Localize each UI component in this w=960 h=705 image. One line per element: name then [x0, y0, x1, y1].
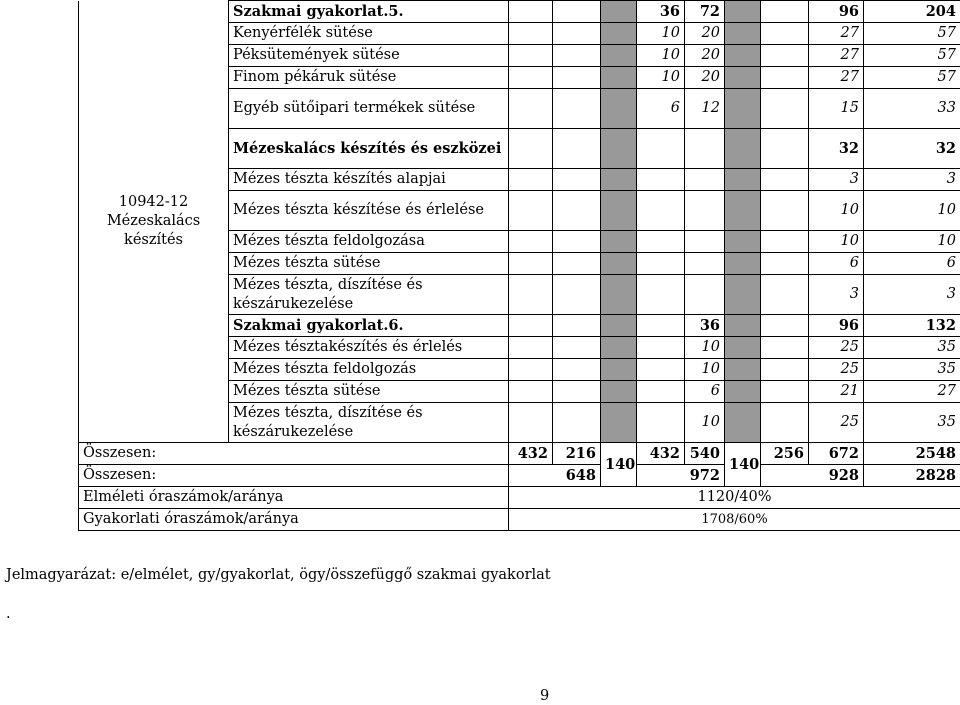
gyakorlati-value: 1708/60%	[509, 509, 960, 531]
ogy-col-2	[725, 359, 761, 381]
sum-total-1: 2548	[864, 443, 960, 465]
gy-col-3: 96	[809, 315, 864, 337]
topic-label: Egyéb sütőipari termékek sütése	[229, 89, 509, 129]
e-col-3	[761, 129, 809, 169]
total-col: 57	[864, 45, 960, 67]
topic-label: Finom pékáruk sütése	[229, 67, 509, 89]
ogy-col-2	[725, 23, 761, 45]
gy-col-2: 10	[685, 337, 725, 359]
total-col: 204	[864, 1, 960, 23]
sum-gy-3: 672	[809, 443, 864, 465]
gy-col-1	[553, 253, 601, 275]
ogy-col-1	[601, 129, 637, 169]
e-col-2: 10	[637, 67, 685, 89]
ogy-col-2	[725, 381, 761, 403]
module-cell	[79, 1, 229, 443]
e-col-2	[637, 129, 685, 169]
ogy-col-2	[725, 275, 761, 315]
e-col-1	[509, 191, 553, 231]
ogy-col-2	[725, 129, 761, 169]
e-col-3	[761, 1, 809, 23]
module-code: 10942-12	[118, 193, 189, 210]
gy-col-2	[685, 169, 725, 191]
e-col-3	[761, 45, 809, 67]
page-number: 9	[540, 688, 550, 704]
gyakorlati-row	[79, 509, 960, 531]
gy-col-1	[553, 275, 601, 315]
e-col-2	[637, 191, 685, 231]
gy-col-2: 6	[685, 381, 725, 403]
gy-col-1	[553, 45, 601, 67]
gy-col-1	[553, 67, 601, 89]
ogy-col-1	[601, 1, 637, 23]
gy-col-3: 27	[809, 45, 864, 67]
trailing-dot: .	[6, 606, 11, 622]
topic-label: Mézes tészta sütése	[229, 253, 509, 275]
e-col-1	[509, 381, 553, 403]
total-col: 27	[864, 381, 960, 403]
sum-year-1: 648	[509, 465, 601, 487]
sum-gy-2: 540	[685, 443, 725, 465]
topic-label: Mézes tészta készítés alapjai	[229, 169, 509, 191]
gy-col-2	[685, 191, 725, 231]
topic-label: Mézes tészta, díszítése és készárukezelése	[229, 403, 509, 443]
topic-label: Szakmai gyakorlat.6.	[229, 315, 509, 337]
e-col-3	[761, 337, 809, 359]
sum-ogy-1: 140	[601, 443, 637, 487]
e-col-1	[509, 45, 553, 67]
ogy-col-2	[725, 253, 761, 275]
gy-col-2: 72	[685, 1, 725, 23]
e-col-1	[509, 315, 553, 337]
e-col-1	[509, 337, 553, 359]
ogy-col-1	[601, 89, 637, 129]
gy-col-1	[553, 381, 601, 403]
ogy-col-1	[601, 275, 637, 315]
ogy-col-2	[725, 191, 761, 231]
gy-col-2	[685, 231, 725, 253]
summary-row-2	[79, 465, 960, 487]
ogy-col-1	[601, 381, 637, 403]
gy-col-3: 21	[809, 381, 864, 403]
e-col-1	[509, 1, 553, 23]
gy-col-2: 20	[685, 45, 725, 67]
gy-col-3: 27	[809, 67, 864, 89]
gy-col-2	[685, 275, 725, 315]
total-col: 35	[864, 403, 960, 443]
elmeleti-row	[79, 487, 960, 509]
gy-col-3: 3	[809, 169, 864, 191]
ogy-col-2	[725, 315, 761, 337]
gy-col-1	[553, 231, 601, 253]
e-col-1	[509, 129, 553, 169]
osszesen-label: Összesen:	[79, 443, 509, 465]
legend-text: Jelmagyarázat: e/elmélet, gy/gyakorlat, ögy/összefüggő szakmai gyakorlat	[6, 567, 551, 583]
e-col-2	[637, 253, 685, 275]
ogy-col-1	[601, 359, 637, 381]
gy-col-2: 20	[685, 23, 725, 45]
module-name: Mézeskalács készítés	[106, 212, 201, 248]
e-col-3	[761, 359, 809, 381]
topic-label: Szakmai gyakorlat.5.	[229, 1, 509, 23]
e-col-1	[509, 67, 553, 89]
curriculum-table	[78, 0, 960, 531]
osszesen-label-2: Összesen:	[79, 465, 509, 487]
gy-col-1	[553, 1, 601, 23]
topic-label: Péksütemények sütése	[229, 45, 509, 67]
gy-col-1	[553, 315, 601, 337]
gy-col-2	[685, 129, 725, 169]
gy-col-1	[553, 89, 601, 129]
e-col-2	[637, 169, 685, 191]
topic-label: Mézeskalács készítés és eszközei	[229, 129, 509, 169]
e-col-1	[509, 275, 553, 315]
sum-gy-1: 216	[553, 443, 601, 465]
e-col-1	[509, 231, 553, 253]
gy-col-1	[553, 337, 601, 359]
ogy-col-1	[601, 67, 637, 89]
ogy-col-2	[725, 169, 761, 191]
gy-col-3: 10	[809, 191, 864, 231]
topic-label: Mézes tészta feldolgozás	[229, 359, 509, 381]
topic-label: Mézes tészta, díszítése és készárukezelése	[229, 275, 509, 315]
e-col-3	[761, 381, 809, 403]
total-col: 10	[864, 191, 960, 231]
summary-row-1	[79, 443, 960, 465]
total-col: 33	[864, 89, 960, 129]
topic-label: Mézes tésztakészítés és érlelés	[229, 337, 509, 359]
gy-col-1	[553, 403, 601, 443]
sum-total-2: 2828	[864, 465, 960, 487]
gy-col-2: 20	[685, 67, 725, 89]
gy-col-3: 96	[809, 1, 864, 23]
e-col-3	[761, 89, 809, 129]
gy-col-3: 32	[809, 129, 864, 169]
sum-year-2: 972	[637, 465, 725, 487]
elmeleti-value: 1120/40%	[509, 487, 960, 509]
total-col: 132	[864, 315, 960, 337]
e-col-1	[509, 23, 553, 45]
topic-label: Mézes tészta sütése	[229, 381, 509, 403]
e-col-1	[509, 169, 553, 191]
gy-col-1	[553, 129, 601, 169]
sum-e-1: 432	[509, 443, 553, 465]
ogy-col-2	[725, 1, 761, 23]
e-col-3	[761, 315, 809, 337]
gy-col-3: 10	[809, 231, 864, 253]
e-col-2: 10	[637, 45, 685, 67]
gy-col-3: 25	[809, 359, 864, 381]
gy-col-1	[553, 169, 601, 191]
e-col-3	[761, 275, 809, 315]
gy-col-2: 10	[685, 403, 725, 443]
topic-label: Mézes tészta feldolgozása	[229, 231, 509, 253]
ogy-col-1	[601, 45, 637, 67]
total-col: 3	[864, 169, 960, 191]
ogy-col-1	[601, 315, 637, 337]
gy-col-3: 3	[809, 275, 864, 315]
ogy-col-1	[601, 337, 637, 359]
gy-col-2: 10	[685, 359, 725, 381]
gy-col-3: 6	[809, 253, 864, 275]
ogy-col-2	[725, 45, 761, 67]
e-col-3	[761, 253, 809, 275]
e-col-2	[637, 231, 685, 253]
gy-col-3: 15	[809, 89, 864, 129]
sum-year-3: 928	[761, 465, 864, 487]
gy-col-2: 36	[685, 315, 725, 337]
e-col-3	[761, 403, 809, 443]
e-col-1	[509, 89, 553, 129]
e-col-1	[509, 253, 553, 275]
e-col-2	[637, 315, 685, 337]
total-col: 57	[864, 23, 960, 45]
ogy-col-2	[725, 403, 761, 443]
ogy-col-1	[601, 169, 637, 191]
gy-col-3: 27	[809, 23, 864, 45]
ogy-col-2	[725, 231, 761, 253]
e-col-3	[761, 67, 809, 89]
ogy-col-2	[725, 89, 761, 129]
ogy-col-1	[601, 191, 637, 231]
gyakorlati-label: Gyakorlati óraszámok/aránya	[79, 509, 509, 531]
e-col-2: 10	[637, 23, 685, 45]
gy-col-1	[553, 191, 601, 231]
topic-label: Kenyérfélék sütése	[229, 23, 509, 45]
e-col-3	[761, 191, 809, 231]
total-col: 35	[864, 337, 960, 359]
total-col: 10	[864, 231, 960, 253]
gy-col-3: 25	[809, 403, 864, 443]
total-col: 32	[864, 129, 960, 169]
ogy-col-2	[725, 337, 761, 359]
ogy-col-1	[601, 253, 637, 275]
e-col-3	[761, 231, 809, 253]
e-col-2: 6	[637, 89, 685, 129]
gy-col-2: 12	[685, 89, 725, 129]
ogy-col-2	[725, 67, 761, 89]
gy-col-1	[553, 359, 601, 381]
sum-ogy-2: 140	[725, 443, 761, 487]
e-col-2	[637, 403, 685, 443]
sum-e-2: 432	[637, 443, 685, 465]
e-col-2	[637, 337, 685, 359]
sum-e-3: 256	[761, 443, 809, 465]
e-col-2	[637, 275, 685, 315]
gy-col-3: 25	[809, 337, 864, 359]
total-col: 6	[864, 253, 960, 275]
e-col-3	[761, 169, 809, 191]
e-col-1	[509, 359, 553, 381]
total-col: 57	[864, 67, 960, 89]
e-col-1	[509, 403, 553, 443]
e-col-3	[761, 23, 809, 45]
e-col-2	[637, 359, 685, 381]
total-col: 3	[864, 275, 960, 315]
ogy-col-1	[601, 23, 637, 45]
table-row	[79, 1, 960, 23]
ogy-col-1	[601, 231, 637, 253]
topic-label: Mézes tészta készítése és érlelése	[229, 191, 509, 231]
e-col-2: 36	[637, 1, 685, 23]
ogy-col-1	[601, 403, 637, 443]
elmeleti-label: Elméleti óraszámok/aránya	[79, 487, 509, 509]
total-col: 35	[864, 359, 960, 381]
gy-col-1	[553, 23, 601, 45]
e-col-2	[637, 381, 685, 403]
gy-col-2	[685, 253, 725, 275]
